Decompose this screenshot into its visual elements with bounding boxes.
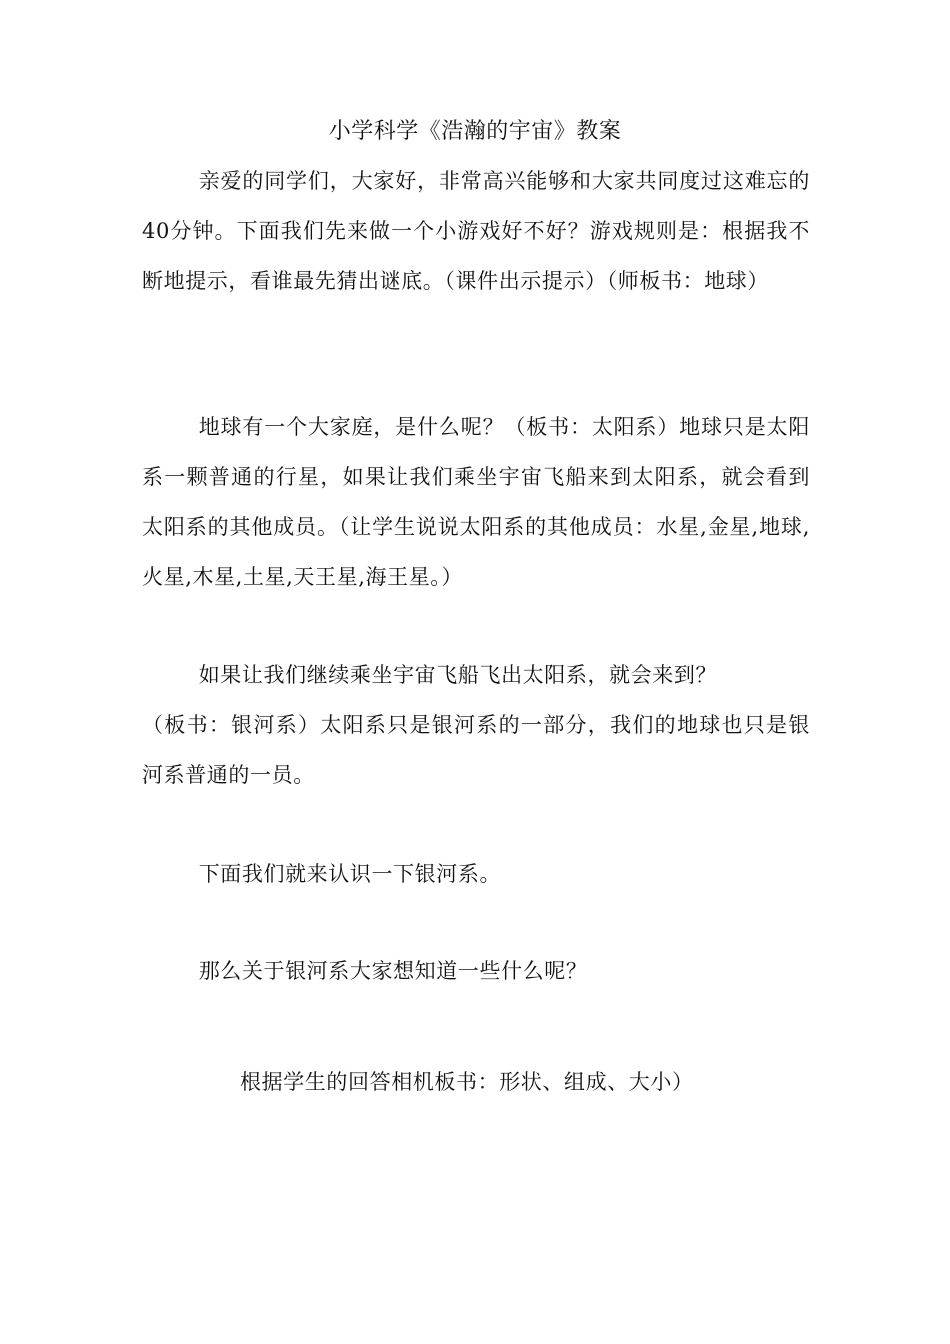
- document-title: 小学科学《浩瀚的宇宙》教案: [328, 119, 622, 144]
- paragraph-solar-system: 地球有一个大家庭，是什么呢？（板书：太阳系）地球只是太阳系一颗普通的行星，如果让我们乘坐宇宙飞船来到太阳系，就会看到太阳系的其他成员。（让学生说说太阳系的其他成员：水星,金星,地球,火星,木星,土星,天王星,海王星。）: [142, 415, 810, 589]
- paragraph-galaxy-question-2: 那么关于银河系大家想知道一些什么呢？: [198, 959, 588, 983]
- paragraph-intro: 亲爱的同学们，大家好，非常高兴能够和大家共同度过这难忘的40分钟。下面我们先来做一个小游戏好不好？游戏规则是：根据我不断地提示，看谁最先猜出谜底。（课件出示提示）（师板书：地球）: [142, 169, 810, 293]
- paragraph-galaxy-intro: 下面我们就来认识一下银河系。: [198, 862, 502, 886]
- paragraph-galaxy-answer: （板书：银河系）太阳系只是银河系的一部分，我们的地球也只是银河系普通的一员。: [142, 713, 810, 787]
- paragraph-galaxy-question: 如果让我们继续乘坐宇宙飞船飞出太阳系，就会来到？: [198, 663, 718, 687]
- paragraph-galaxy: [142, 650, 810, 800]
- paragraph-board-notes: 根据学生的回答相机板书：形状、组成、大小）: [240, 1070, 694, 1094]
